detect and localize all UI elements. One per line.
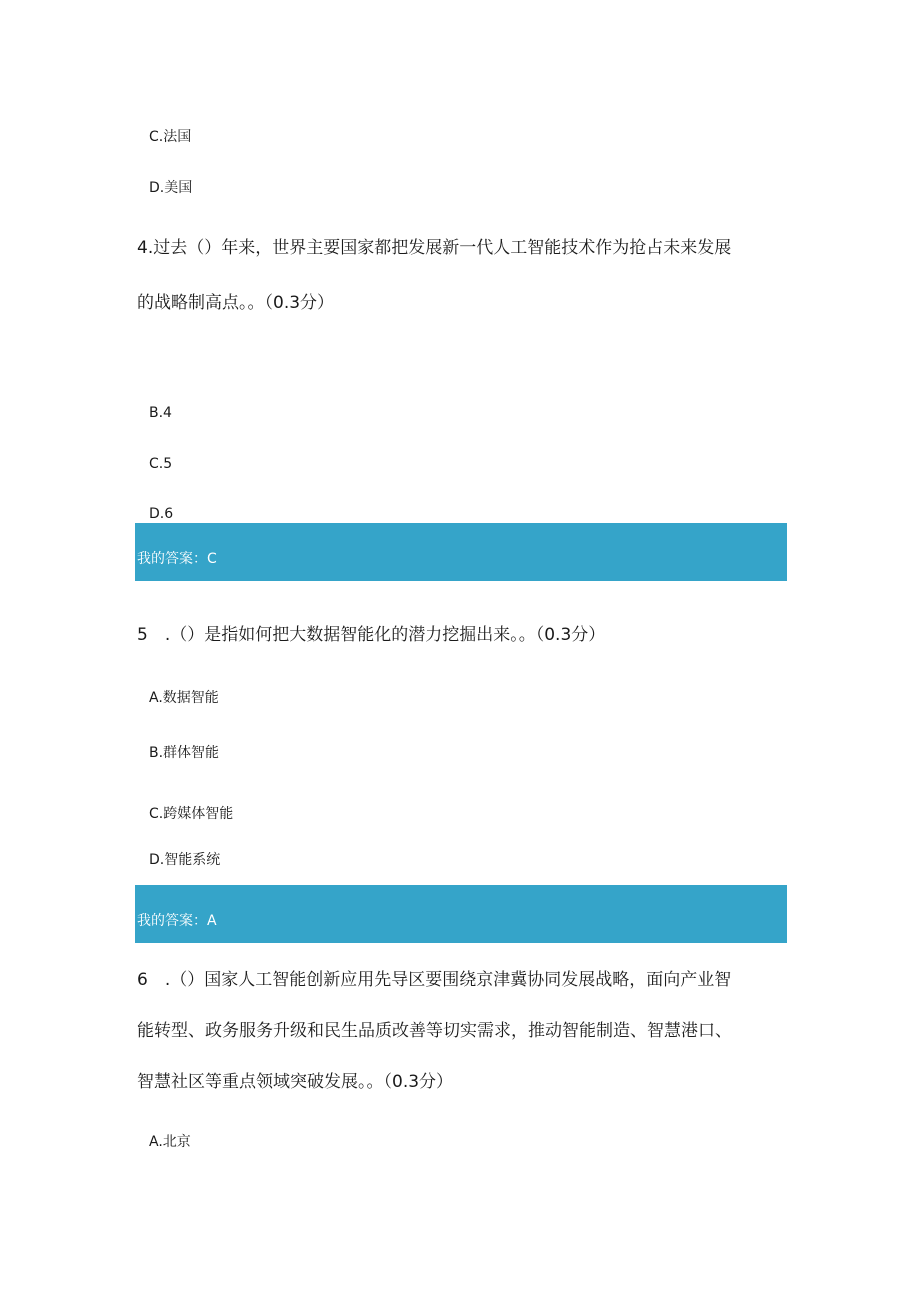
q3-option-c: C.法国	[149, 129, 192, 145]
q3-option-d: D.美国	[149, 180, 193, 196]
q4-answer-text: 我的答案：C	[137, 551, 217, 567]
q5-option-d: D.智能系统	[149, 852, 221, 868]
q5-option-c: C.跨媒体智能	[149, 806, 234, 822]
q5-answer-text: 我的答案：A	[137, 913, 217, 929]
q5-option-a: A.数据智能	[149, 690, 219, 706]
q6-option-a: A.北京	[149, 1134, 191, 1150]
q5-question-line-1: 5 .（）是指如何把大数据智能化的潜力挖掘出来。。（0.3分）	[137, 625, 606, 645]
q4-option-d: D.6	[149, 506, 174, 522]
q4-question-line-1: 4.过去（）年来，世界主要国家都把发展新一代人工智能技术作为抢占未来发展	[137, 238, 732, 258]
q4-answer-bar	[135, 523, 787, 581]
q4-option-b: B.4	[149, 405, 172, 421]
q5-option-b: B.群体智能	[149, 745, 220, 761]
q5-answer-bar	[135, 885, 787, 943]
q4-question-line-2: 的战略制高点。。（0.3分）	[137, 293, 335, 313]
q6-question-line-3: 智慧社区等重点领域突破发展。。（0.3分）	[137, 1072, 454, 1092]
q6-question-line-1: 6 .（）国家人工智能创新应用先导区要围绕京津冀协同发展战略，面向产业智	[137, 970, 732, 990]
q6-question-line-2: 能转型、政务服务升级和民生品质改善等切实需求，推动智能制造、智慧港口、	[137, 1021, 732, 1041]
q4-option-c: C.5	[149, 456, 173, 472]
